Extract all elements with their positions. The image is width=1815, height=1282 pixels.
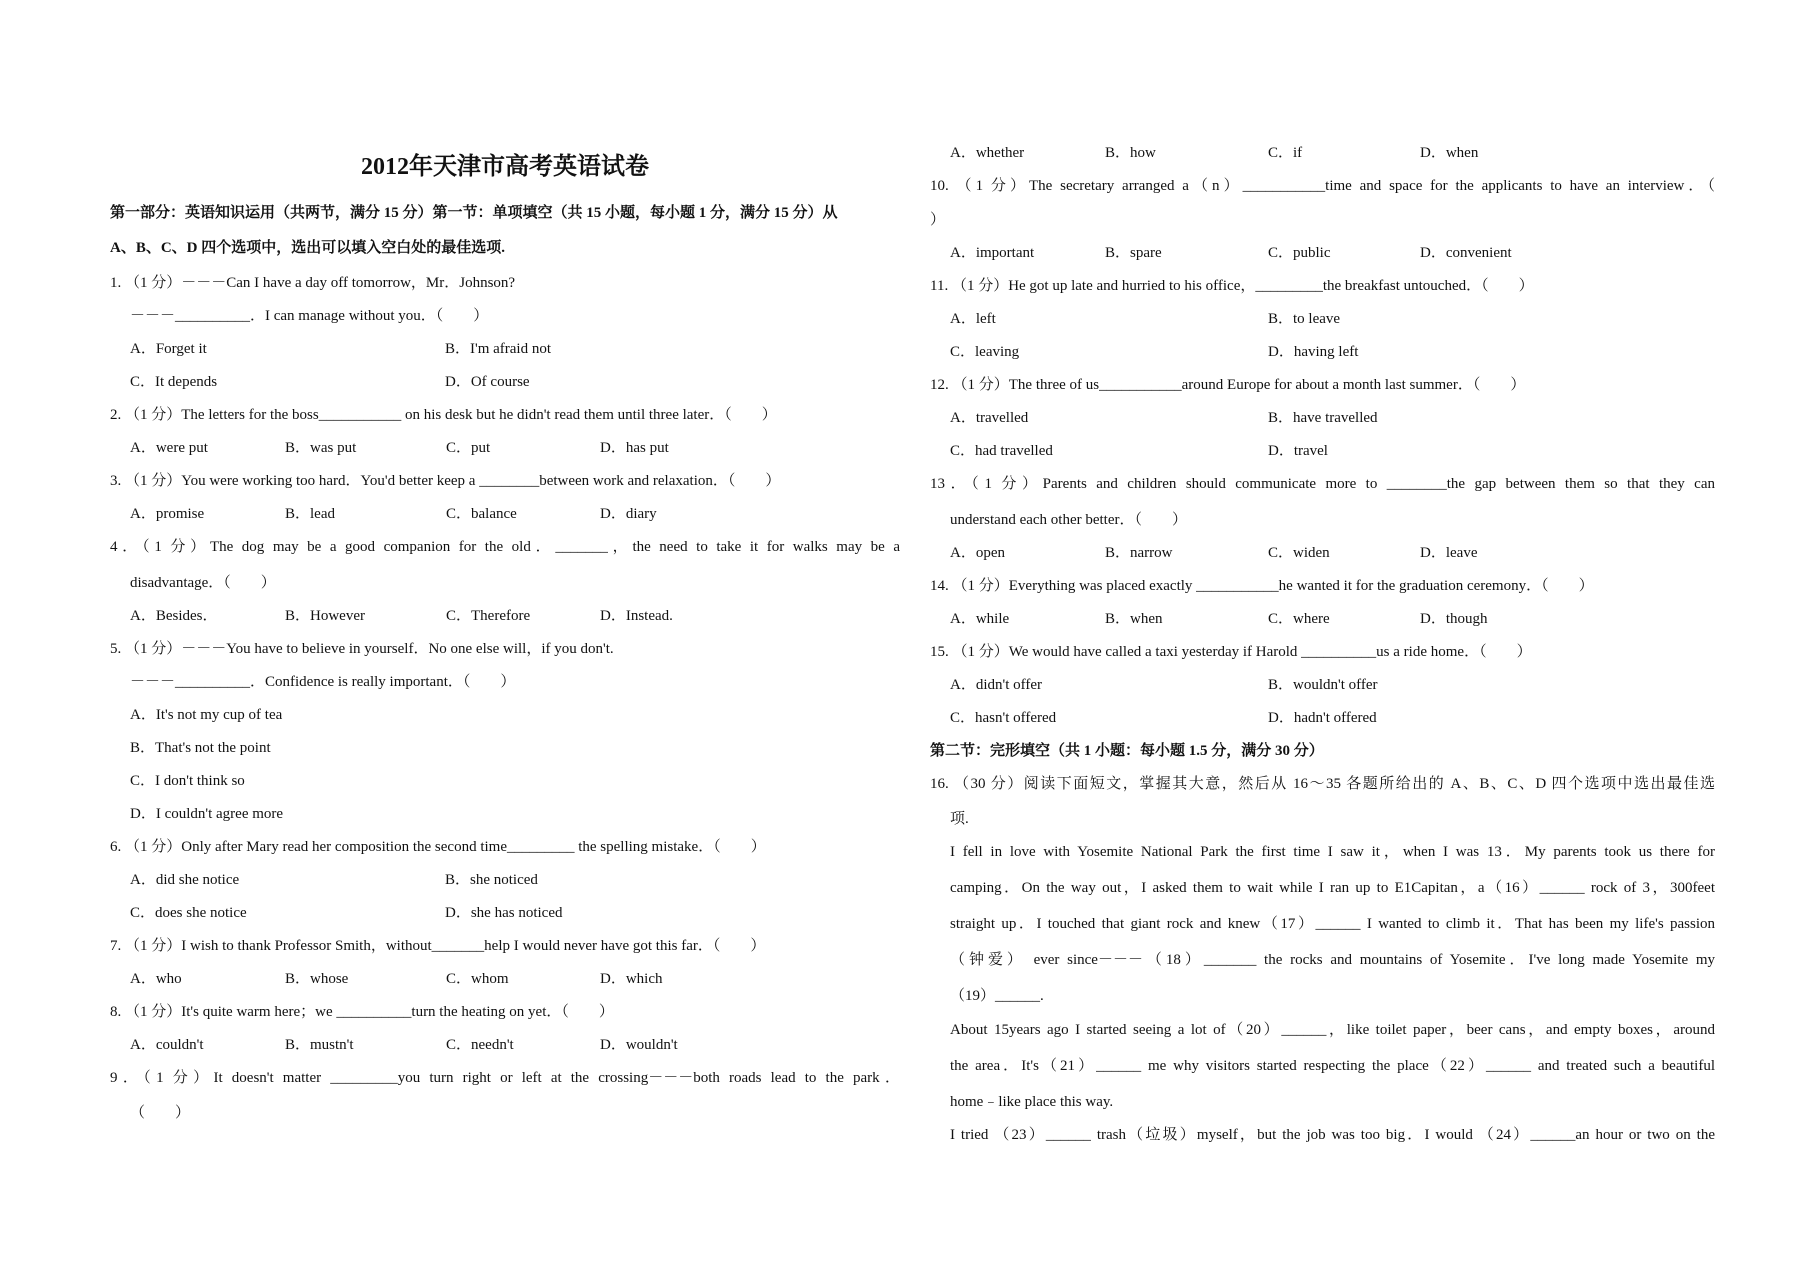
question-5: 5. （1 分）－－－You have to believe in yourself．No one else will，if you don't. [110, 641, 614, 657]
option-2c[interactable]: C．put [446, 440, 491, 456]
question-2: 2. （1 分）The letters for the boss___________ on his desk but he didn't read them until three later．（ ） [110, 407, 777, 423]
option-4d[interactable]: D．Instead. [600, 608, 673, 624]
option-10b[interactable]: B．spare [1105, 245, 1162, 261]
option-5b[interactable]: B．That's not the point [130, 740, 271, 756]
passage-line-8: home﹣like place this way. [950, 1094, 1114, 1110]
option-14a[interactable]: A．while [950, 611, 1010, 627]
option-12d[interactable]: D．travel [1268, 443, 1328, 459]
option-12b[interactable]: B．have travelled [1268, 410, 1378, 426]
question-13: 13．（1 分）Parents and children should communicate more to ________the gap between them so that they can [930, 476, 1715, 492]
option-9a[interactable]: A．whether [950, 145, 1025, 161]
option-14c[interactable]: C．where [1268, 611, 1330, 627]
option-1c[interactable]: C．It depends [130, 374, 218, 390]
option-1b[interactable]: B．I'm afraid not [445, 341, 552, 357]
option-15d[interactable]: D．hadn't offered [1268, 710, 1377, 726]
question-3: 3. （1 分）You were working too hard．You'd better keep a ________between work and relaxation．（ ） [110, 473, 781, 489]
option-10a[interactable]: A．important [950, 245, 1035, 261]
passage-line-7: the area．It's（21）______ me why visitors started respecting the place（22）______ and treated such a beautiful [950, 1058, 1715, 1074]
option-11b[interactable]: B．to leave [1268, 311, 1341, 327]
option-13c[interactable]: C．widen [1268, 545, 1330, 561]
option-12a[interactable]: A．travelled [950, 410, 1029, 426]
question-4: 4．（1 分）The dog may be a good companion for the old．_______，the need to take it for walks may be a [110, 539, 900, 555]
option-13d[interactable]: D．leave [1420, 545, 1478, 561]
part2-heading: 第二节：完形填空（共 1 小题：每小题 1.5 分，满分 30 分） [930, 743, 1324, 759]
question-11: 11. （1 分）He got up late and hurried to his office，_________the breakfast untouched．（ ） [930, 278, 1534, 294]
option-2d[interactable]: D．has put [600, 440, 669, 456]
part1-heading: 第一部分：英语知识运用（共两节，满分 15 分）第一节：单项填空（共 15 小题，每小题 1 分，满分 15 分）从 [110, 205, 838, 221]
question-10-cont: ） [930, 212, 946, 228]
question-16-cont: 项. [950, 811, 969, 827]
option-4c[interactable]: C．Therefore [446, 608, 531, 624]
question-1-reply: －－－__________．I can manage without you．（ ） [130, 308, 489, 324]
passage-line-4: （钟爱） ever since－－－（18）_______ the rocks and mountains of Yosemite．I've long made Yosemite my [950, 952, 1715, 968]
option-12c[interactable]: C．had travelled [950, 443, 1053, 459]
question-8: 8. （1 分）It's quite warm here；we __________turn the heating on yet．（ ） [110, 1004, 614, 1020]
option-3c[interactable]: C．balance [446, 506, 517, 522]
page-title: 2012年天津市高考英语试卷 [361, 154, 649, 180]
question-4-cont: disadvantage．（ ） [130, 575, 276, 591]
question-9: 9．（1 分）It doesn't matter _________you turn right or left at the crossing－－－both roads lead to the park． [110, 1070, 900, 1086]
passage-line-1: I fell in love with Yosemite National Park the first time I saw it，when I was 13．My parents took us there for [950, 844, 1715, 860]
option-9c[interactable]: C．if [1268, 145, 1303, 161]
option-7b[interactable]: B．whose [285, 971, 349, 987]
passage-line-5: （19）______. [950, 988, 1044, 1004]
option-8d[interactable]: D．wouldn't [600, 1037, 678, 1053]
question-16: 16. （30 分）阅读下面短文，掌握其大意，然后从 16～35 各题所给出的 A、B、C、D 四个选项中选出最佳选 [930, 776, 1715, 792]
part1-heading-cont: A、B、C、D 四个选项中，选出可以填入空白处的最佳选项. [110, 240, 506, 256]
option-6c[interactable]: C．does she notice [130, 905, 247, 921]
option-2b[interactable]: B．was put [285, 440, 357, 456]
question-10: 10. （1 分）The secretary arranged a（n）___________time and space for the applicants to have an interview．（ [930, 178, 1715, 194]
option-5c[interactable]: C．I don't think so [130, 773, 245, 789]
option-11a[interactable]: A．left [950, 311, 996, 327]
option-2a[interactable]: A．were put [130, 440, 208, 456]
passage-line-9: I tried （23）______ trash（垃圾）myself，but the job was too big．I would （24）______an hour or two on the [950, 1127, 1715, 1143]
question-7: 7. （1 分）I wish to thank Professor Smith，without_______help I would never have got this far．（ ） [110, 938, 766, 954]
option-9d[interactable]: D．when [1420, 145, 1479, 161]
question-1: 1. （1 分）－－－Can I have a day off tomorrow，Mr．Johnson? [110, 275, 516, 291]
question-13-cont: understand each other better．（ ） [950, 512, 1188, 528]
option-1d[interactable]: D．Of course [445, 374, 530, 390]
option-3a[interactable]: A．promise [130, 506, 205, 522]
option-3b[interactable]: B．lead [285, 506, 335, 522]
question-14: 14. （1 分）Everything was placed exactly ___________he wanted it for the graduation ceremony．（ ） [930, 578, 1594, 594]
option-10c[interactable]: C．public [1268, 245, 1331, 261]
option-15b[interactable]: B．wouldn't offer [1268, 677, 1378, 693]
question-6: 6. （1 分）Only after Mary read her composition the second time_________ the spelling mistake．（ ） [110, 839, 766, 855]
option-4b[interactable]: B．However [285, 608, 365, 624]
option-1a[interactable]: A．Forget it [130, 341, 207, 357]
option-9b[interactable]: B．how [1105, 145, 1156, 161]
question-12: 12. （1 分）The three of us___________around Europe for about a month last summer．（ ） [930, 377, 1526, 393]
option-6d[interactable]: D．she has noticed [445, 905, 563, 921]
question-9-cont: （ ） [130, 1105, 191, 1121]
option-7a[interactable]: A．who [130, 971, 182, 987]
option-8c[interactable]: C．needn't [446, 1037, 514, 1053]
option-13a[interactable]: A．open [950, 545, 1005, 561]
passage-line-2: camping．On the way out，I asked them to wait while I ran up to E1Capitan，a（16）______ rock of 3，300feet [950, 880, 1715, 896]
option-11d[interactable]: D．having left [1268, 344, 1359, 360]
option-14d[interactable]: D．though [1420, 611, 1488, 627]
option-13b[interactable]: B．narrow [1105, 545, 1173, 561]
question-15: 15. （1 分）We would have called a taxi yesterday if Harold __________us a ride home．（ ） [930, 644, 1532, 660]
option-5d[interactable]: D．I couldn't agree more [130, 806, 284, 822]
option-7c[interactable]: C．whom [446, 971, 509, 987]
option-14b[interactable]: B．when [1105, 611, 1163, 627]
option-15a[interactable]: A．didn't offer [950, 677, 1042, 693]
option-15c[interactable]: C．hasn't offered [950, 710, 1057, 726]
option-7d[interactable]: D．which [600, 971, 663, 987]
passage-line-6: About 15years ago I started seeing a lot of（20）______，like toilet paper，beer cans，and empty boxes，around [950, 1022, 1715, 1038]
option-10d[interactable]: D．convenient [1420, 245, 1512, 261]
option-3d[interactable]: D．diary [600, 506, 657, 522]
passage-line-3: straight up．I touched that giant rock and knew（17）______ I wanted to climb it．That has been my life's passion [950, 916, 1715, 932]
option-5a[interactable]: A．It's not my cup of tea [130, 707, 283, 723]
option-8b[interactable]: B．mustn't [285, 1037, 354, 1053]
option-6b[interactable]: B．she noticed [445, 872, 538, 888]
option-11c[interactable]: C．leaving [950, 344, 1020, 360]
option-8a[interactable]: A．couldn't [130, 1037, 204, 1053]
option-4a[interactable]: A．Besides． [130, 608, 218, 624]
option-6a[interactable]: A．did she notice [130, 872, 240, 888]
question-5-reply: －－－__________．Confidence is really important．（ ） [130, 674, 516, 690]
